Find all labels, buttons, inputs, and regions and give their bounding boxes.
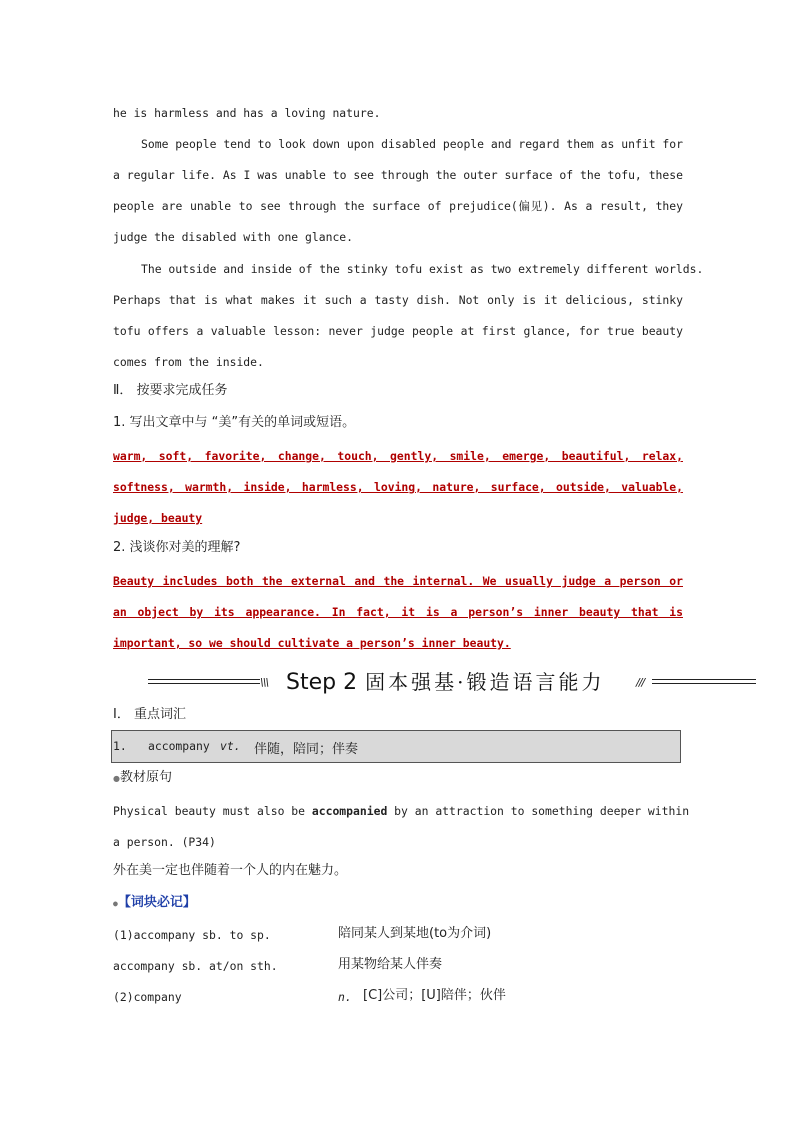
bullet-icon: ● <box>113 774 120 783</box>
phrase-right: 用某物给某人伴奏 <box>338 957 443 972</box>
vocab-entry-pos: vt. <box>220 739 241 753</box>
passage-line: he is harmless and has a loving nature. <box>113 106 381 120</box>
sentence-pre: Physical beauty must also be <box>113 804 312 818</box>
paragraph-line: Perhaps that is what makes it such a tasty dish. Not only is it delicious, stinky <box>113 293 683 307</box>
vocab-entry-word: accompany <box>148 739 210 753</box>
banner-left-slashes: \\\ <box>260 676 269 689</box>
answer-1-line: warm, soft, favorite, change, touch, gently, smile, emerge, beautiful, relax, <box>113 449 683 463</box>
vocab-heading: Ⅰ． 重点词汇 <box>113 707 186 722</box>
paragraph-line: Some people tend to look down upon disabled people and regard them as unfit for <box>141 137 683 151</box>
paragraph-line: comes from the inside. <box>113 355 264 369</box>
bullet-icon: ● <box>113 899 118 908</box>
banner-left-rule <box>148 679 260 680</box>
paragraph-line: judge the disabled with one glance. <box>113 230 354 244</box>
vocab-entry-number: 1. <box>113 739 127 753</box>
banner-right-slashes: /// <box>636 676 645 689</box>
phrase-row <box>113 928 683 942</box>
vocab-entry-box <box>111 730 681 763</box>
paragraph-line: tofu offers a valuable lesson: never judge people at first glance, for true beauty <box>113 324 683 338</box>
block-label-row <box>113 895 683 911</box>
vocab-entry-meaning: 伴随，陪同；伴奏 <box>254 742 359 757</box>
question-2: 2. 浅谈你对美的理解? <box>113 540 241 555</box>
answer-2-line: important, so we should cultivate a person’s inner beauty. <box>113 636 511 650</box>
phrase-left: accompany sb. at/on sth. <box>113 959 278 973</box>
question-1: 1. 写出文章中与 “美”有关的单词或短语。 <box>113 415 356 430</box>
sentence-post: by an attraction to something deeper within <box>387 804 690 818</box>
phrase-row <box>113 959 683 973</box>
phrase-left: (1)accompany sb. to sp. <box>113 928 271 942</box>
paragraph-line: people are unable to see through the surface of prejudice(偏见). As a result, they <box>113 199 683 213</box>
banner-left-rule <box>148 683 260 684</box>
phrase-row <box>113 990 683 1004</box>
step-label: Step 2 <box>286 670 358 695</box>
banner-right-rule <box>652 679 756 680</box>
banner-title <box>286 666 604 695</box>
source-label: 教材原句 <box>119 770 172 785</box>
step-subtitle: 固本强基·锻造语言能力 <box>365 670 605 694</box>
step-banner <box>148 664 756 698</box>
paragraph-line: The outside and inside of the stinky tofu exist as two extremely different worlds. <box>141 262 704 276</box>
example-sentence <box>113 804 690 818</box>
phrase-left: (2)company <box>113 990 182 1004</box>
paragraph-line: a regular life. As I was unable to see through the outer surface of the tofu, these <box>113 168 683 182</box>
answer-1-line: softness, warmth, inside, harmless, loving, nature, surface, outside, valuable, <box>113 480 683 494</box>
section-heading: Ⅱ． 按要求完成任务 <box>113 383 228 398</box>
example-sentence-line2: a person. (P34) <box>113 835 216 849</box>
block-label: 【词块必记】 <box>117 895 196 910</box>
answer-1-line: judge, beauty <box>113 511 203 525</box>
phrase-pos: n. <box>338 990 352 1004</box>
sentence-translation: 外在美一定也伴随着一个人的内在魅力。 <box>113 863 348 878</box>
phrase-right: [C]公司；[U]陪伴；伙伴 <box>363 988 506 1003</box>
sentence-keyword: accompanied <box>311 804 388 818</box>
banner-right-rule <box>652 683 756 684</box>
answer-2-line: an object by its appearance. In fact, it is a person’s inner beauty that is <box>113 605 683 619</box>
source-label-row <box>113 771 683 786</box>
phrase-right: 陪同某人到某地(to为介词) <box>338 926 492 941</box>
answer-2-line: Beauty includes both the external and the internal. We usually judge a person or <box>113 574 683 588</box>
